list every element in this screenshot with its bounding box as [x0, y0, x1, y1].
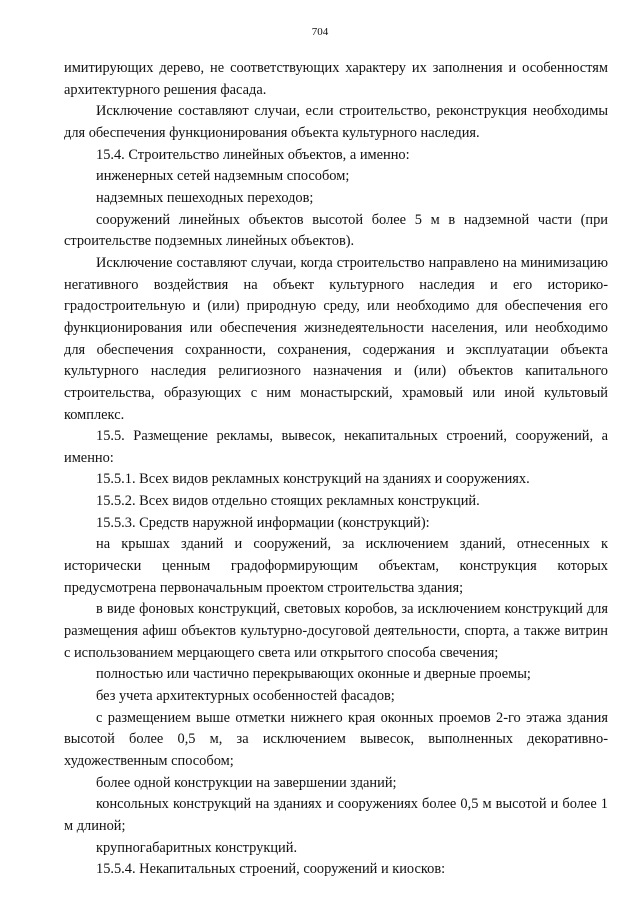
- paragraph: 15.4. Строительство линейных объектов, а именно:: [96, 146, 410, 163]
- paragraph: Исключение составляют случаи, когда строительство направлено на минимизацию негативного воздействия на объект культурного наследия и его историко-градостроительную и (или) природную среду, или необходимо для обеспечения его функционирования или обеспечения жизнедеятельности населения, или необходимо для обеспечения сохранности, сохранения, содержания и эксплуатации объекта культурного наследия религиозного назначения и (или) объектов капитального строительства, образующих с ним монастырский, храмовый или иной культовый комплекс.: [64, 254, 608, 423]
- paragraph: сооружений линейных объектов высотой более 5 м в надземной части (при строительстве подземных линейных объектов).: [64, 211, 608, 250]
- paragraph: 15.5.2. Всех видов отдельно стоящих рекламных конструкций.: [96, 493, 480, 510]
- paragraph: на крышах зданий и сооружений, за исключением зданий, отнесенных к исторически ценным градоформирующим объектам, конструкция которых предусмотрена первоначальным проектом строительства здания;: [64, 536, 608, 596]
- page-number: 704: [311, 26, 329, 38]
- paragraph: 15.5.4. Некапитальных строений, сооружений и киосков:: [96, 861, 446, 878]
- paragraph: 15.5. Размещение рекламы, вывесок, некапитальных строений, сооружений, а именно:: [64, 428, 608, 466]
- paragraph: консольных конструкций на зданиях и сооружениях более 0,5 м высотой и более 1 м длиной;: [64, 796, 608, 834]
- paragraph: более одной конструкции на завершении зданий;: [96, 774, 397, 791]
- document-body: [64, 58, 608, 881]
- paragraph: 15.5.1. Всех видов рекламных конструкций на зданиях и сооружениях.: [96, 471, 530, 488]
- paragraph: инженерных сетей надземным способом;: [96, 168, 350, 185]
- paragraph: в виде фоновых конструкций, световых коробов, за исключением конструкций для размещения афиш объектов культурно-досуговой деятельности, спорта, а также витрин с использованием мерцающего света или открытого способа свечения;: [64, 601, 608, 661]
- paragraph: имитирующих дерево, не соответствующих характеру их заполнения и особенностям архитектурного решения фасада.: [64, 60, 608, 98]
- paragraph: крупногабаритных конструкций.: [96, 839, 298, 856]
- paragraph: надземных пешеходных переходов;: [96, 189, 314, 206]
- paragraph: полностью или частично перекрывающих оконные и дверные проемы;: [96, 666, 531, 683]
- paragraph: без учета архитектурных особенностей фасадов;: [96, 688, 395, 705]
- paragraph: 15.5.3. Средств наружной информации (конструкций):: [96, 514, 430, 531]
- paragraph: Исключение составляют случаи, если строительство, реконструкция необходимы для обеспечения функционирования объекта культурного наследия.: [64, 103, 608, 141]
- paragraph: с размещением выше отметки нижнего края оконных проемов 2-го этажа здания высотой более 0,5 м, за исключением вывесок, выполненных декоративно-художественным способом;: [64, 709, 608, 769]
